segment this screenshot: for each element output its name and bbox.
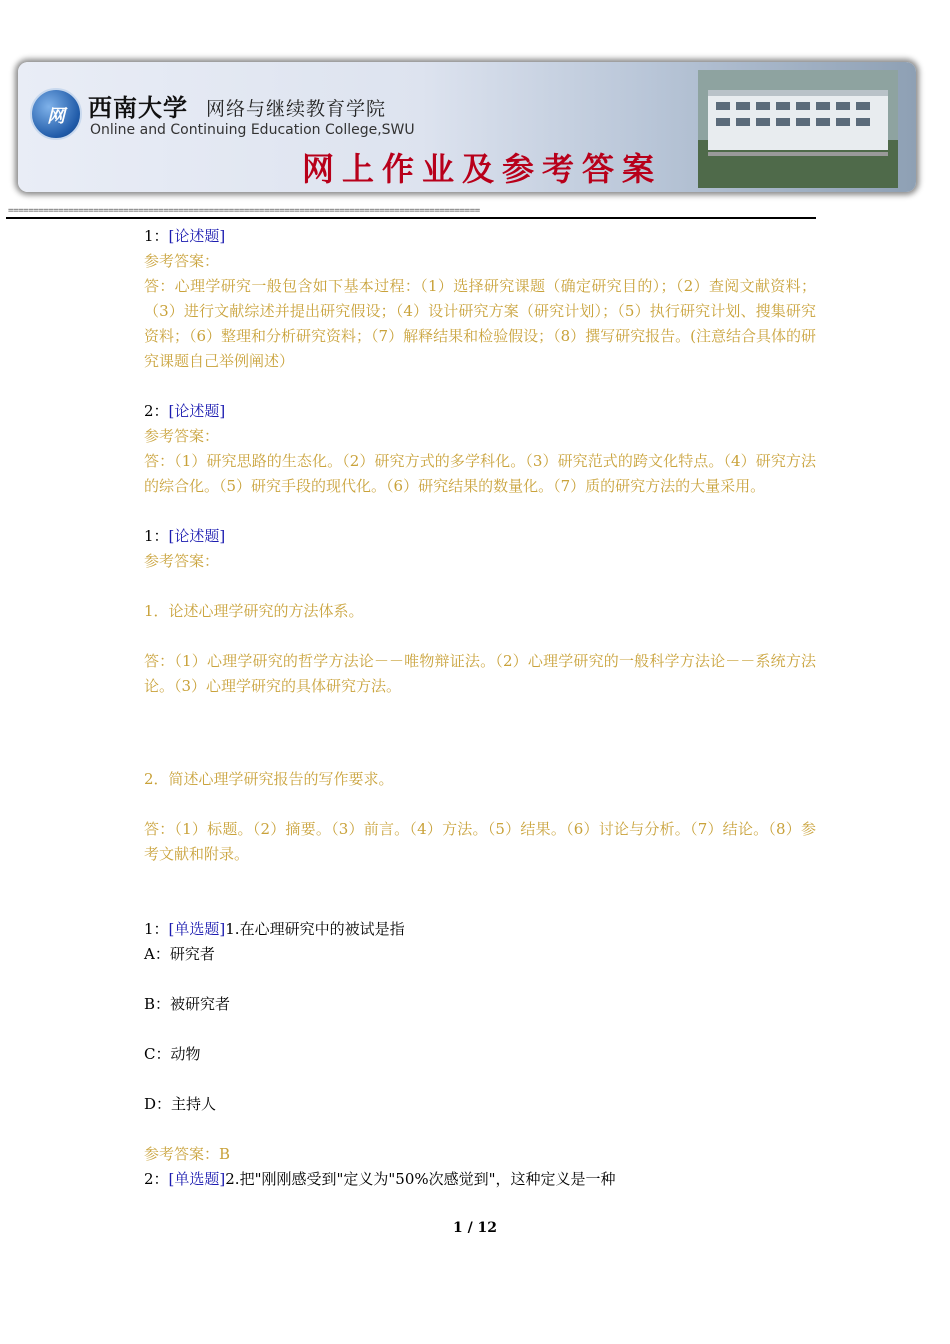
page-number: 1 / 12	[452, 1220, 498, 1236]
option-a: A：研究者	[144, 945, 215, 963]
question-header	[144, 524, 816, 549]
question-number: 2：	[144, 402, 169, 420]
option-b: B：被研究者	[144, 995, 231, 1013]
college-name-en: Online and Continuing Education College,SWU	[90, 122, 415, 138]
college-name-cn: 网络与继续教育学院	[206, 98, 387, 120]
question-header	[144, 224, 816, 249]
question-stem: 1.在心理研究中的被试是指	[225, 920, 405, 938]
answer-text: 答：（1）心理学研究的哲学方法论－－唯物辩证法。（2）心理学研究的一般科学方法论－－系统方法论。（3）心理学研究的具体研究方法。	[144, 652, 816, 695]
question-number: 1：	[144, 527, 169, 545]
question-type: [论述题]	[168, 527, 226, 545]
answer-text: 答：（1）研究思路的生态化。（2）研究方式的多学科化。（3）研究范式的跨文化特点。（4）研究方法的综合化。（5）研究手段的现代化。（6）研究结果的数量化。（7）质的研究方法的大量采用。	[144, 452, 816, 495]
sub-question: 2．简述心理学研究报告的写作要求。	[144, 770, 394, 788]
question-number: 1：	[144, 227, 169, 245]
question-stem: 2.把"刚刚感受到"定义为"50%次感觉到"，这种定义是一种	[225, 1170, 616, 1188]
question-number: 1：	[144, 920, 169, 938]
question-header	[144, 1167, 816, 1192]
answer-key: 参考答案：B	[144, 1145, 231, 1163]
header-banner	[18, 62, 916, 192]
answer-label: 参考答案：	[144, 427, 220, 445]
banner-slogan: 网上作业及参考答案	[302, 150, 663, 188]
option-c: C：动物	[144, 1045, 201, 1063]
separator-line	[6, 217, 816, 219]
answer-text: 答：（1）标题。（2）摘要。（3）前言。（4）方法。（5）结果。（6）讨论与分析。（7）结论。（8）参考文献和附录。	[144, 820, 816, 863]
separator-text: ==============================================================================================	[8, 207, 480, 215]
question-type: [单选题]	[168, 1170, 226, 1188]
question-header	[144, 399, 816, 424]
question-type: [论述题]	[168, 402, 226, 420]
question-number: 2：	[144, 1170, 169, 1188]
sub-question: 1．论述心理学研究的方法体系。	[144, 602, 364, 620]
university-name: 西南大学	[88, 93, 188, 122]
document-body	[144, 224, 816, 1192]
answer-label: 参考答案：	[144, 552, 220, 570]
option-d: D：主持人	[144, 1095, 217, 1113]
question-header	[144, 917, 816, 942]
answer-label: 参考答案：	[144, 252, 220, 270]
question-type: [单选题]	[168, 920, 226, 938]
answer-text: 答：心理学研究一般包含如下基本过程：（1）选择研究课题（确定研究目的）；（2）查阅文献资料；（3）进行文献综述并提出研究假设；（4）设计研究方案（研究计划）；（5）执行研究计划、搜集研究资料；（6）整理和分析研究资料；（7）解释结果和检验假设；（8）撰写研究报告。(注意结合具体的研究课题自己举例阐述）	[144, 277, 816, 370]
building-photo-icon	[698, 70, 898, 188]
question-type: [论述题]	[168, 227, 226, 245]
university-logo-icon: 网	[30, 88, 82, 140]
